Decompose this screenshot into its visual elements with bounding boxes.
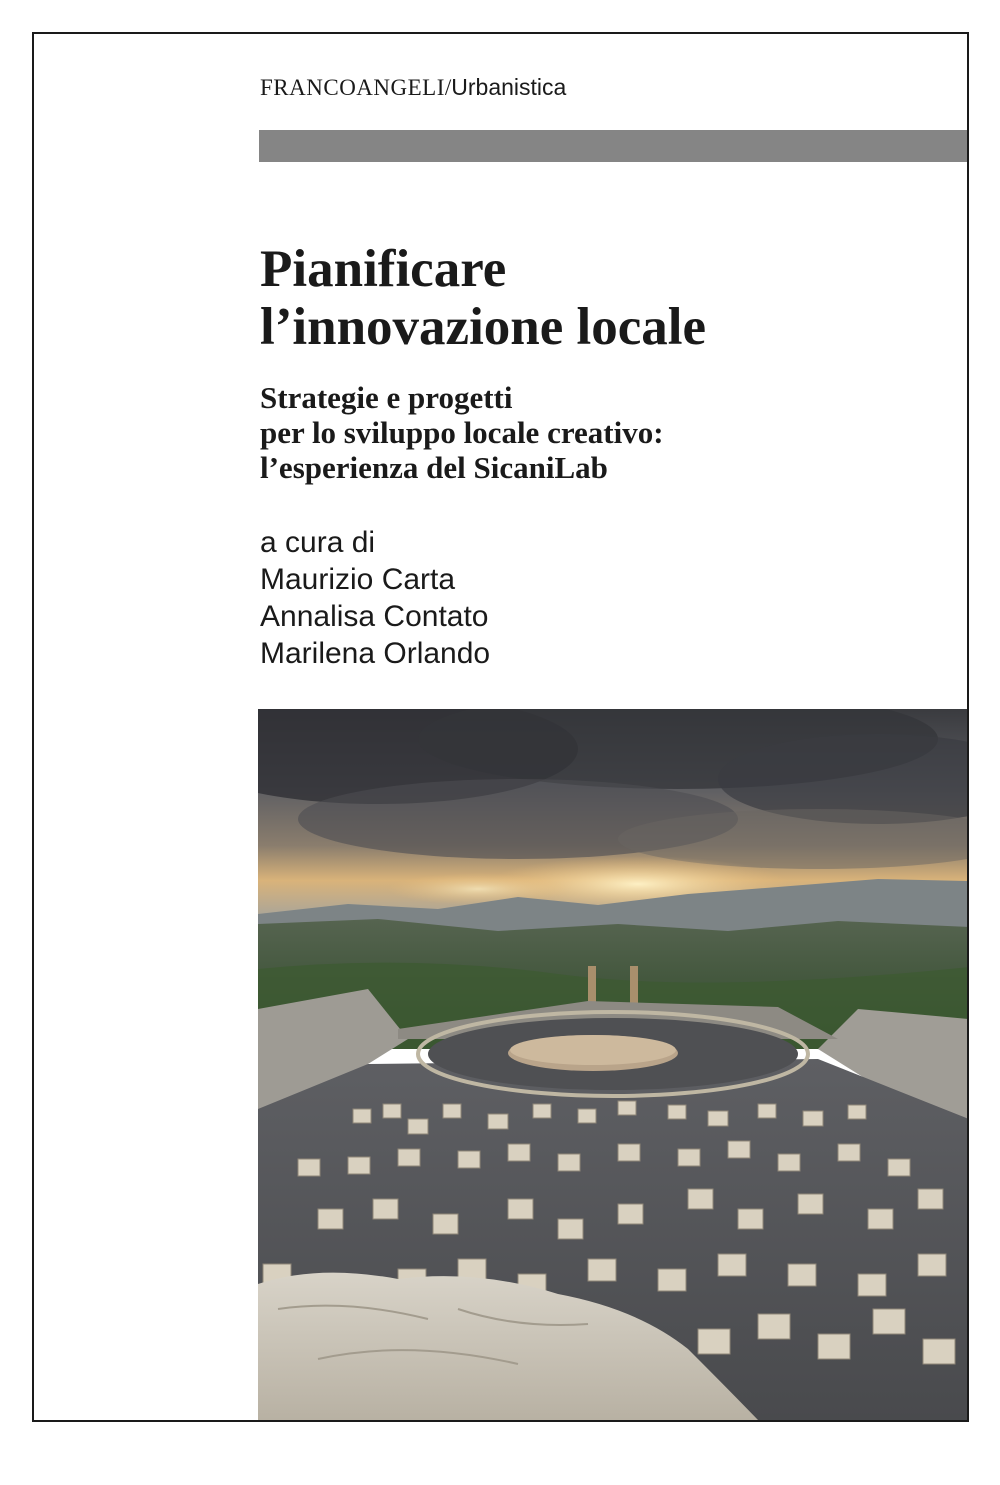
book-cover — [32, 32, 969, 1422]
decorative-bar — [259, 130, 969, 162]
title-line-2: l’innovazione locale — [260, 298, 707, 356]
subtitle-line-3: l’esperienza del SicaniLab — [260, 450, 608, 485]
editor-name: Annalisa Contato — [260, 600, 489, 633]
book-subtitle — [260, 380, 664, 485]
editors-label: a cura di — [260, 526, 376, 559]
title-line-1: Pianificare — [260, 240, 507, 298]
series-label — [260, 74, 566, 101]
landscape-photo-icon — [258, 709, 969, 1420]
editor-name: Marilena Orlando — [260, 637, 491, 670]
editors-block — [260, 524, 490, 672]
publisher-name: FRANCOANGELI — [260, 75, 445, 100]
series-separator: / — [444, 75, 452, 100]
subtitle-line-1: Strategie e progetti — [260, 380, 513, 415]
collection-name: Urbanistica — [451, 74, 567, 100]
editor-name: Maurizio Carta — [260, 563, 456, 596]
subtitle-line-2: per lo sviluppo locale creativo: — [260, 415, 664, 450]
book-title — [260, 240, 706, 356]
